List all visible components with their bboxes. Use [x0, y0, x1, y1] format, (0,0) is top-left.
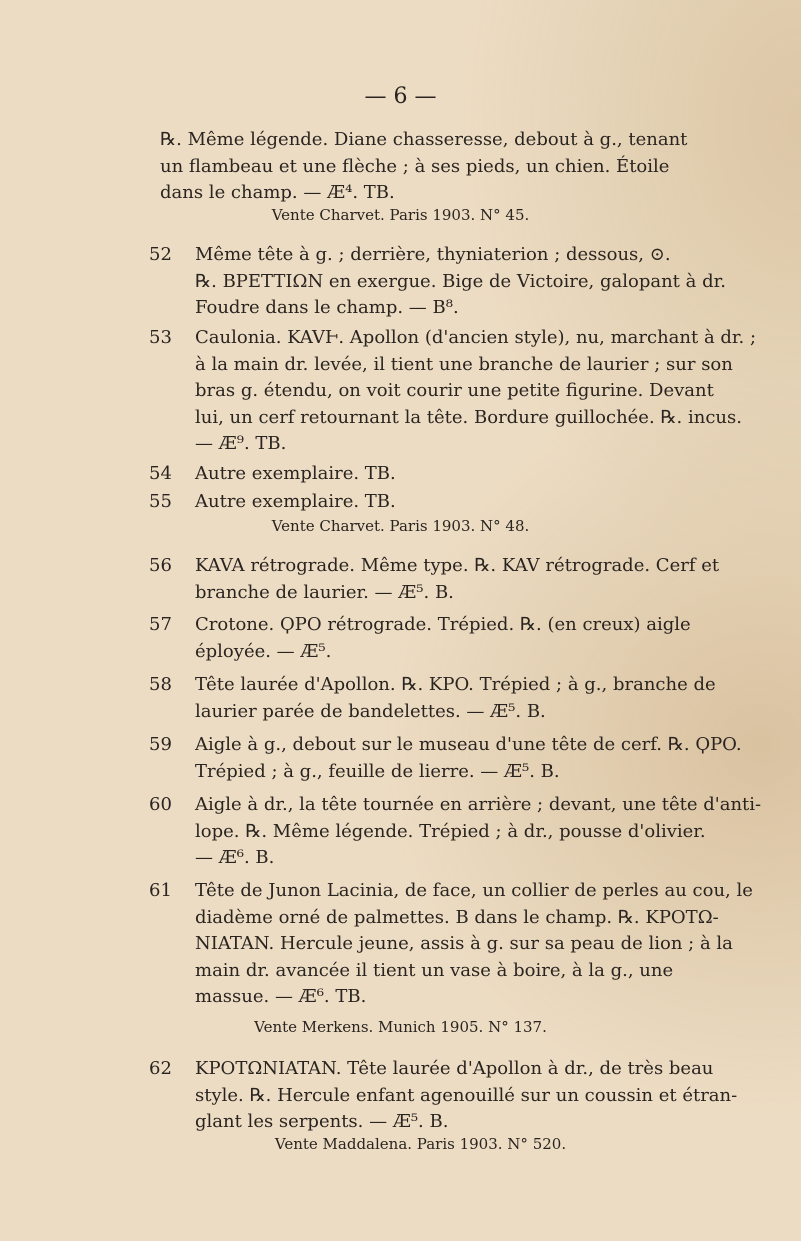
entry-line: Aigle à dr., la tête tournée en arrière ; devant, une tête d'anti-	[195, 794, 762, 815]
entry-line: Aigle à g., debout sur le museau d'une tête de cerf. ℞. ϘPO.	[195, 734, 742, 755]
entry-number: 56	[149, 555, 172, 576]
entry-line: ℞. BPETTIΩN en exergue. Bige de Victoire, galopant à dr.	[195, 270, 726, 292]
entry-line: un flambeau et une flèche ; à ses pieds, un chien. Étoile	[160, 155, 670, 177]
entry-line: éployée. — Æ⁵.	[195, 640, 332, 662]
entry-line: glant les serpents. — Æ⁵. B.	[195, 1111, 449, 1132]
catalog-entry	[149, 792, 762, 872]
entry-number: 60	[149, 794, 172, 815]
entry-number: 54	[149, 463, 172, 484]
entry-number: 58	[149, 674, 172, 695]
entry-line: ℞. Même légende. Diane chasseresse, debout à g., tenant	[160, 129, 688, 150]
entry-line: lope. ℞. Même légende. Trépied ; à dr., pousse d'olivier.	[195, 820, 706, 842]
entry-number: 61	[149, 880, 172, 901]
entry-line: branche de laurier. — Æ⁵. B.	[195, 581, 454, 603]
entry-line: dans le champ. — Æ⁴. TB.	[160, 182, 395, 203]
entry-line: diadème orné de palmettes. B dans le champ. ℞. KPOTΩ-	[195, 906, 719, 928]
catalog-entry	[149, 732, 742, 785]
entry-line: massue. — Æ⁶. TB.	[195, 986, 367, 1007]
catalog-entry	[149, 489, 735, 516]
sale-note: Vente Charvet. Paris 1903. N° 45.	[271, 206, 530, 224]
entry-line: lui, un cerf retournant la tête. Bordure guillochée. ℞. incus.	[195, 406, 742, 428]
entry-line: Tête laurée d'Apollon. ℞. KPO. Trépied ; à g., branche de	[195, 674, 716, 695]
entry-line: Autre exemplaire. TB.	[195, 463, 396, 484]
catalog-entry	[149, 1056, 738, 1136]
entry-line: Autre exemplaire. TB.	[195, 491, 396, 512]
entry-line: à la main dr. levée, il tient une branche de laurier ; sur son	[195, 353, 733, 375]
entry-line: KPOTΩNIATAN. Tête laurée d'Apollon à dr., de très beau	[195, 1058, 714, 1079]
catalog-entry	[149, 325, 757, 458]
entry-line: style. ℞. Hercule enfant agenouillé sur un coussin et étran-	[195, 1084, 738, 1106]
sale-note: Vente Merkens. Munich 1905. N° 137.	[254, 1018, 547, 1036]
catalog-entry	[149, 461, 735, 488]
entry-number: 52	[149, 244, 172, 265]
entry-line: Tête de Junon Lacinia, de face, un collier de perles au cou, le	[195, 880, 753, 901]
sale-note: Vente Maddalena. Paris 1903. N° 520.	[274, 1135, 567, 1153]
entry-number: 59	[149, 734, 172, 755]
catalog-entry	[149, 242, 735, 322]
entry-line: Crotone. ϘPO rétrograde. Trépied. ℞. (en creux) aigle	[195, 614, 691, 635]
entry-number: 57	[149, 614, 172, 635]
entry-line: bras g. étendu, on voit courir une petite figurine. Devant	[195, 380, 714, 401]
entry-line: Trépied ; à g., feuille de lierre. — Æ⁵. B.	[195, 760, 560, 782]
entry-number: 62	[149, 1058, 172, 1079]
entry-number: 55	[149, 491, 172, 512]
page-number: — 6 —	[364, 84, 437, 109]
catalog-entry	[149, 553, 735, 606]
catalog-entry	[149, 878, 753, 1011]
entry-line: NIATAN. Hercule jeune, assis à g. sur sa peau de lion ; à la	[195, 933, 733, 954]
entry-line: Caulonia. KAVⱵ. Apollon (d'ancien style), nu, marchant à dr. ;	[195, 327, 757, 348]
entry-line: KAVA rétrograde. Même type. ℞. KAV rétrograde. Cerf et	[195, 555, 720, 576]
entry-line: laurier parée de bandelettes. — Æ⁵. B.	[195, 700, 546, 722]
sale-note: Vente Charvet. Paris 1903. N° 48.	[271, 517, 530, 535]
entry-line: Même tête à g. ; derrière, thyniaterion ; dessous, ⊙.	[195, 244, 671, 265]
entry-line: main dr. avancée il tient un vase à boire, à la g., une	[195, 959, 674, 981]
catalog-entry	[149, 612, 735, 665]
entry-line: Foudre dans le champ. — B⁸.	[195, 297, 459, 318]
catalog-entry	[149, 672, 735, 725]
entry-number: 53	[149, 327, 172, 348]
entry-line: — Æ⁶. B.	[195, 847, 275, 868]
catalog-entry	[160, 127, 700, 207]
entry-line: — Æ⁹. TB.	[195, 433, 287, 454]
